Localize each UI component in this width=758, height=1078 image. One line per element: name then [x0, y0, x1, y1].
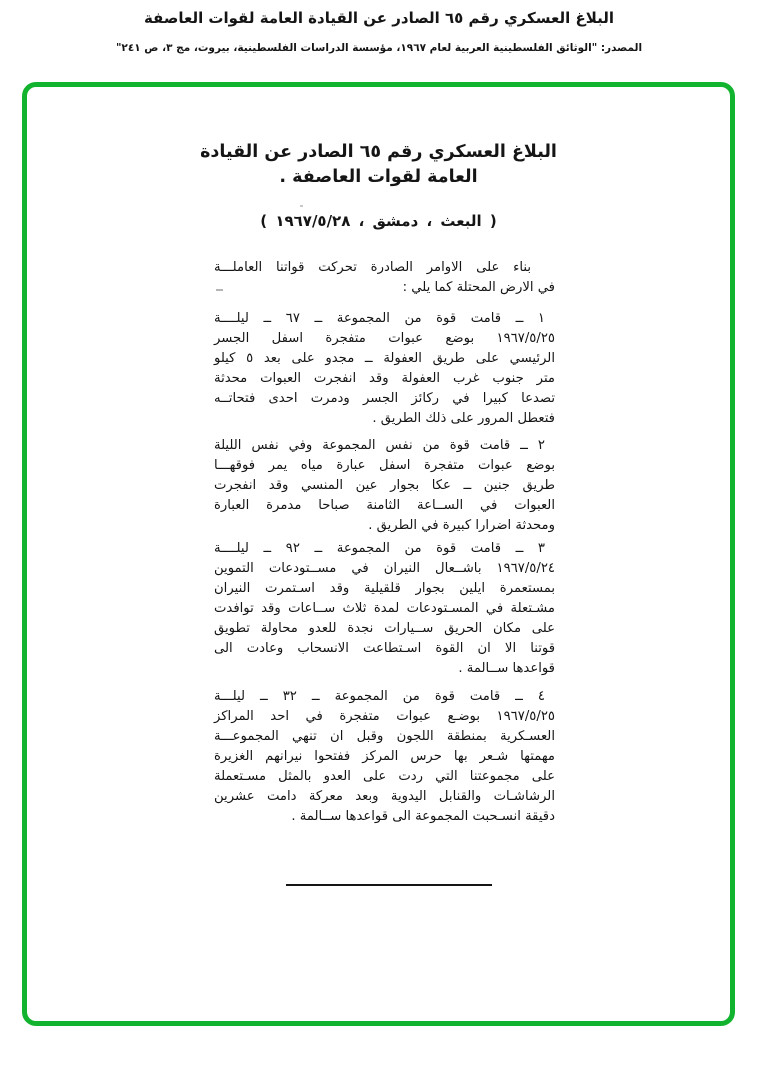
document-line: بناء على الاوامر الصادرة تحركت قواتنا العاملـــة [214, 260, 531, 275]
scan-noise-mark [216, 289, 223, 291]
document-line: ومحدثة اضرارا كبيرة في الطريق . [368, 518, 555, 533]
header-source: المصدر: "الوثائق الفلسطينية العربية لعام ١٩٦٧، مؤسسة الدراسات الفلسطينية، بيروت، مج ٣، ص ٢٤١" [115, 42, 643, 54]
document-line: متر جنوب غرب العفولة وقد انفجرت العبوات محدثة [214, 371, 555, 386]
document-title [22, 140, 735, 190]
document-title-line2: العامة لقوات العاصفة . [279, 167, 478, 187]
document-paragraph [214, 258, 555, 298]
document-line: دقيقة انسـحبت المجموعة الى قواعدها ســالمة . [291, 809, 555, 824]
document-line: بوضع عبوات متفجرة اسفل عبارة مياه يمر فوقهـــا [214, 458, 555, 473]
document-line: الرشاشـات والقنابل اليدوية وبعد معركة دامت عشرين [214, 789, 555, 804]
document-line: فتعطل المرور على ذلك الطريق . [372, 411, 555, 426]
document-line: العسـكرية بمنطقة اللجون وقبل ان تنهي المجموعـــة [214, 729, 555, 744]
document-line: مهمتها شـعر بها حرس المركز ففتحوا نيرانهم الغزيرة [214, 749, 555, 764]
document-line: قواعدها ســالمة . [458, 661, 555, 676]
document-line: ١٩٦٧/٥/٢٥ بوضـع عبوات متفجرة في احد المراكز [214, 709, 555, 724]
document-paragraph [214, 436, 555, 536]
document-line: طريق جنين ــ عكا بجوار عين المنسي وقد انفجرت [214, 478, 555, 493]
document-paragraph [214, 539, 555, 679]
document-line: على مجموعتنا التي ردت على العدو بالمثل مسـتعملة [214, 769, 555, 784]
header-title: البلاغ العسكري رقم ٦٥ الصادر عن القيادة العامة لقوات العاصفة [143, 9, 615, 27]
document-line: ٢ ــ قامت قوة من نفس المجموعة وفي نفس الليلة [214, 438, 545, 453]
document-line: ٤ ــ قامت قوة من المجموعة ــ ٣٢ ــ ليلـــة [214, 689, 545, 704]
document-line: ٣ ــ قامت قوة من المجموعة ــ ٩٢ ــ ليلــــة [214, 541, 545, 556]
document-paragraph [214, 309, 555, 429]
document-line: بمستعمرة ايلين بجوار قلقيلية وقد اسـتمرت النيران [214, 581, 555, 596]
document-line: الرئيسي على طريق العفولة ــ مجدو على بعد ٥ كيلو [214, 351, 555, 366]
separator-line [286, 884, 492, 886]
document-line: مشـتعلة في المسـتودعات لمدة ثلاث ســاعات وقد توافدت [214, 601, 555, 616]
document-line: في الارض المحتلة كما يلي : [402, 280, 555, 295]
document-dateline: ( البعث ، دمشق ، ١٩٦٧/٥/٢٨ ) [260, 212, 497, 230]
document-line: ١ ــ قامت قوة من المجموعة ــ ٦٧ ــ ليلــــة [214, 311, 545, 326]
document-line: ١٩٦٧/٥/٢٤ باشــعال النيران في مســتودعات التموين [214, 561, 555, 576]
document-line: قوتنا الا ان القوة اسـتطاعت الانسحاب وعادت الى [214, 641, 555, 656]
scan-noise-mark [300, 205, 303, 207]
document-title-line1: البلاغ العسكري رقم ٦٥ الصادر عن القيادة [200, 142, 557, 162]
document-line: على مكان الحريق ســيارات نجدة للعدو محاولة تطويق [214, 621, 555, 636]
document-paragraph [214, 687, 555, 827]
document-line: ١٩٦٧/٥/٢٥ بوضع عبوات متفجرة اسفل الجسر [214, 331, 555, 346]
document-line: تصدعا كبيرا في ركائز الجسر ودمرت احدى فتحاتــه [214, 391, 555, 406]
document-line: العبوات في الســاعة الثامنة صباحا مدمرة العبارة [214, 498, 555, 513]
